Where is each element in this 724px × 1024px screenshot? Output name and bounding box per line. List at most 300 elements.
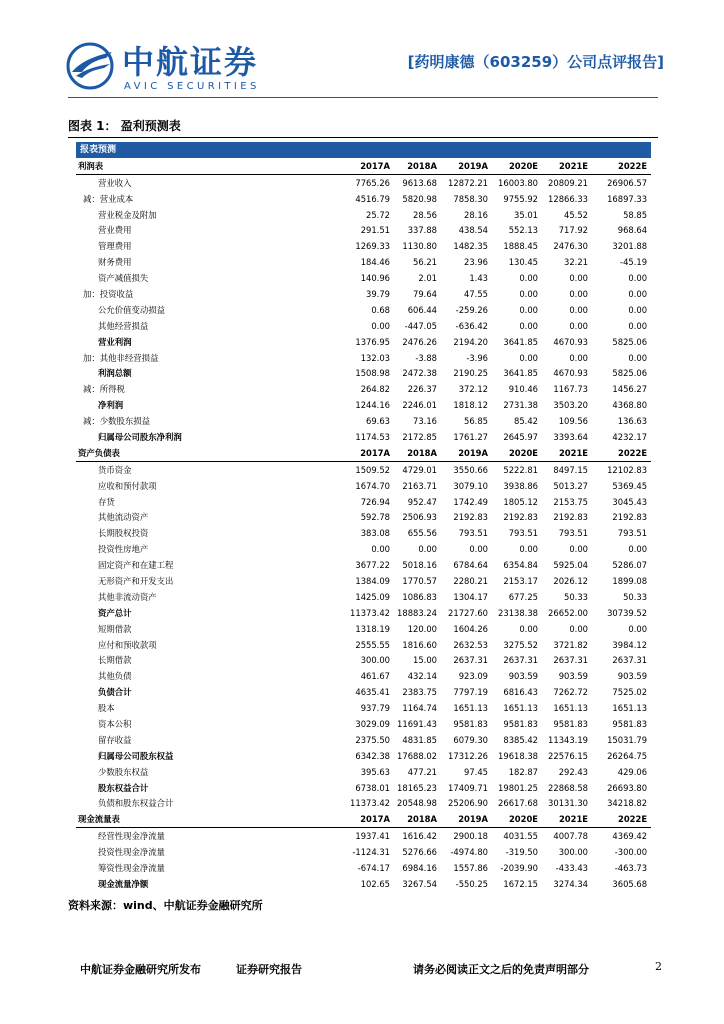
row-value: 6354.84 (503, 560, 538, 571)
table-band-title: 报表预测 (76, 142, 651, 158)
section-title: 资产负债表 (76, 445, 342, 461)
row-value: 432.14 (407, 671, 437, 682)
row-label: 营业费用 (98, 225, 132, 236)
row-value: 4516.79 (355, 193, 390, 204)
row-value: 12866.33 (548, 193, 588, 204)
row-label: 资产减值损失 (98, 273, 149, 284)
row-value: 6784.64 (453, 560, 488, 571)
row-value: 35.01 (514, 209, 538, 220)
year-header: 2018A (394, 158, 441, 174)
row-value: 5222.81 (503, 464, 538, 475)
row-value: 3201.88 (612, 241, 648, 252)
table-row (76, 700, 651, 716)
row-value: 5925.04 (553, 560, 588, 571)
table-row (76, 509, 651, 525)
row-value: 2.01 (418, 273, 437, 284)
row-value: -3.88 (415, 352, 437, 363)
row-value: 7262.72 (553, 687, 588, 698)
row-value: 1244.16 (355, 400, 390, 411)
table-row (76, 350, 651, 366)
table-row (76, 796, 651, 812)
row-value: 2192.83 (612, 512, 648, 523)
row-value: 300.00 (558, 847, 588, 858)
row-value: 3605.68 (612, 878, 648, 889)
row-label: 减：营业成本 (83, 193, 134, 204)
row-value: 2153.17 (503, 575, 538, 586)
row-value: 0.00 (469, 544, 488, 555)
row-value: 7858.30 (453, 193, 488, 204)
table-row (76, 286, 651, 302)
row-value: 5013.27 (553, 480, 588, 491)
row-value: 136.63 (617, 416, 648, 427)
row-value: 5018.16 (402, 560, 437, 571)
row-value: 477.21 (407, 766, 437, 777)
row-value: 8385.42 (503, 734, 538, 745)
row-value: 109.56 (558, 416, 588, 427)
row-value: 717.92 (558, 225, 588, 236)
row-value: 50.33 (564, 591, 588, 602)
table-row (76, 461, 651, 477)
row-value: 23138.38 (498, 607, 538, 618)
row-value: 45.52 (564, 209, 588, 220)
table-row (76, 207, 651, 223)
row-value: 0.00 (628, 544, 648, 555)
section-header-balance (76, 445, 651, 461)
row-value: 11373.42 (350, 607, 390, 618)
row-value: 25206.90 (448, 798, 488, 809)
row-value: 0.00 (569, 623, 588, 634)
table-row (76, 557, 651, 573)
table-row (76, 653, 651, 669)
row-value: 793.51 (558, 528, 588, 539)
row-value: 32.21 (564, 257, 588, 268)
row-value: -674.17 (357, 863, 390, 874)
row-value: 438.54 (458, 225, 488, 236)
row-value: 0.00 (569, 320, 588, 331)
row-value: 2383.75 (402, 687, 437, 698)
row-value: 2632.53 (453, 639, 488, 650)
row-value: 69.63 (366, 416, 390, 427)
row-value: 2153.75 (553, 496, 588, 507)
row-value: 1816.60 (402, 639, 437, 650)
row-value: 56.85 (464, 416, 488, 427)
row-value: 11343.19 (548, 734, 588, 745)
row-label: 利润总额 (98, 368, 132, 379)
row-label: 减：少数股东损益 (83, 416, 150, 427)
year-header: 2018A (394, 811, 441, 827)
row-value: 0.00 (569, 273, 588, 284)
row-value: 2192.83 (453, 512, 488, 523)
row-value: 6342.38 (355, 750, 390, 761)
row-label: 留存收益 (98, 734, 132, 745)
section-title: 现金流量表 (76, 811, 342, 827)
row-value: -3.96 (466, 352, 488, 363)
row-value: 1167.73 (553, 384, 588, 395)
row-value: 2637.31 (612, 655, 648, 666)
row-value: 3079.10 (453, 480, 488, 491)
row-value: 15.00 (413, 655, 437, 666)
row-value: 461.67 (360, 671, 390, 682)
table-row (76, 222, 651, 238)
footer-report-type: 证券研究报告 (236, 963, 302, 976)
row-label: 应付和预收款项 (98, 639, 157, 650)
row-value: 58.85 (623, 209, 648, 220)
row-value: 3641.85 (503, 336, 538, 347)
row-value: 2731.38 (503, 400, 538, 411)
row-value: 264.82 (360, 384, 390, 395)
row-value: 292.43 (558, 766, 588, 777)
row-value: 1482.35 (453, 241, 488, 252)
row-value: 97.45 (464, 766, 488, 777)
row-value: 0.68 (371, 304, 390, 315)
row-value: 1674.70 (355, 480, 390, 491)
table-row (76, 318, 651, 334)
row-value: 16003.80 (498, 177, 538, 188)
row-label: 长期借款 (98, 655, 132, 666)
row-label: 存货 (98, 496, 115, 507)
row-value: 47.55 (464, 288, 488, 299)
row-value: 1761.27 (453, 431, 488, 442)
row-value: 11691.43 (397, 719, 437, 729)
row-value: 2280.21 (453, 575, 488, 586)
table-row (76, 876, 651, 892)
row-value: 300.00 (360, 655, 390, 666)
row-label: 营业收入 (98, 177, 132, 188)
row-value: 28.16 (464, 209, 488, 220)
row-value: 0.00 (519, 304, 538, 315)
row-value: 4831.85 (402, 734, 437, 745)
row-value: 1937.41 (355, 831, 390, 842)
table-row (76, 494, 651, 510)
table-row (76, 589, 651, 605)
row-label: 资产总计 (98, 607, 132, 618)
row-value: 793.51 (458, 528, 488, 539)
row-value: -636.42 (455, 320, 488, 331)
row-value: 1318.19 (355, 623, 390, 634)
source-note: 资料来源：wind、中航证券金融研究所 (68, 899, 263, 912)
year-header: 2022E (592, 811, 651, 827)
row-value: 1818.12 (453, 400, 488, 411)
page-header (0, 0, 724, 100)
row-value: 2190.25 (453, 368, 488, 379)
row-label: 经营性现金净流量 (98, 831, 165, 842)
row-value: 3677.22 (355, 560, 390, 571)
row-value: 7765.26 (355, 177, 390, 188)
row-value: 2637.31 (503, 655, 538, 666)
row-value: 15031.79 (607, 734, 648, 745)
year-header: 2017A (342, 158, 394, 174)
row-value: 130.45 (508, 257, 538, 268)
row-value: 6738.01 (355, 782, 390, 793)
row-value: 2246.01 (402, 400, 437, 411)
row-value: -1124.31 (352, 847, 390, 858)
row-value: 903.59 (617, 671, 648, 682)
row-value: 1456.27 (612, 384, 648, 395)
row-value: 0.00 (569, 544, 588, 555)
row-value: 0.00 (628, 288, 648, 299)
row-value: 2192.83 (553, 512, 588, 523)
row-label: 归属母公司股东净利润 (98, 431, 182, 442)
row-value: 12102.83 (607, 464, 648, 475)
row-value: 4232.17 (612, 431, 648, 442)
row-value: 4729.01 (402, 464, 437, 475)
row-value: 22868.58 (548, 782, 588, 793)
year-header: 2019A (441, 811, 492, 827)
row-value: 1304.17 (453, 591, 488, 602)
row-value: 4635.41 (355, 687, 390, 698)
table-row (76, 621, 651, 637)
row-value: 4670.93 (553, 336, 588, 347)
page-number: 2 (655, 960, 662, 973)
row-value: 337.88 (407, 225, 437, 236)
table-row (76, 605, 651, 621)
table-row (76, 684, 651, 700)
row-value: 184.46 (360, 257, 390, 268)
header-divider (68, 97, 658, 98)
row-value: -45.19 (620, 257, 648, 268)
row-label: 加：其他非经营损益 (83, 352, 159, 363)
figure-divider (68, 137, 658, 138)
row-value: 4007.78 (553, 831, 588, 842)
row-label: 货币资金 (98, 464, 132, 475)
row-value: 2637.31 (553, 655, 588, 666)
row-value: 1086.83 (402, 591, 437, 602)
row-value: 132.03 (360, 352, 390, 363)
table-row (76, 860, 651, 876)
row-value: 11373.42 (350, 798, 390, 809)
row-value: 1425.09 (355, 591, 390, 602)
year-header: 2017A (342, 811, 394, 827)
row-value: 2472.38 (402, 368, 437, 379)
row-value: 2637.31 (453, 655, 488, 666)
table-row (76, 191, 651, 207)
row-label: 无形资产和开发支出 (98, 575, 174, 586)
row-value: 21727.60 (448, 607, 488, 618)
row-value: -259.26 (455, 304, 488, 315)
row-value: 17312.26 (448, 750, 488, 761)
year-header: 2022E (592, 158, 651, 174)
row-value: 1888.45 (503, 241, 538, 252)
table-row (76, 270, 651, 286)
year-header: 2018A (394, 445, 441, 461)
row-value: 1805.12 (503, 496, 538, 507)
row-value: 3275.52 (503, 639, 538, 650)
row-value: 20809.21 (548, 177, 588, 188)
row-label: 其他流动资产 (98, 512, 149, 523)
row-value: 0.00 (519, 352, 538, 363)
row-value: 0.00 (628, 623, 648, 634)
table-row (76, 541, 651, 557)
row-value: 2192.83 (503, 512, 538, 523)
row-value: 677.25 (508, 591, 538, 602)
row-value: 30131.30 (548, 798, 588, 809)
row-label: 管理费用 (98, 241, 132, 252)
row-value: 1.43 (469, 273, 488, 284)
row-value: -447.05 (404, 320, 437, 331)
row-value: 6816.43 (503, 687, 538, 698)
table-row (76, 637, 651, 653)
row-value: 0.00 (519, 544, 538, 555)
row-value: 937.79 (360, 703, 390, 714)
row-value: 1651.13 (453, 703, 488, 714)
row-value: 17688.02 (397, 750, 437, 761)
row-value: 910.46 (508, 384, 538, 395)
row-label: 归属母公司股东权益 (98, 750, 174, 761)
row-value: 2375.50 (355, 734, 390, 745)
table-row (76, 716, 651, 732)
table-row (76, 413, 651, 429)
row-value: 34218.82 (607, 798, 648, 809)
row-value: 5825.06 (612, 336, 648, 347)
row-value: 6079.30 (453, 734, 488, 745)
table-row (76, 397, 651, 413)
year-header: 2021E (542, 445, 592, 461)
year-header: 2020E (492, 445, 542, 461)
row-label: 其他经营损益 (98, 320, 149, 331)
year-header: 2020E (492, 811, 542, 827)
row-value: 395.63 (360, 766, 390, 777)
table-row (76, 764, 651, 780)
row-value: 3393.64 (553, 431, 588, 442)
row-value: 2476.30 (553, 241, 588, 252)
row-value: 1508.98 (355, 368, 390, 379)
row-value: 2506.93 (402, 512, 437, 523)
row-value: 85.42 (514, 416, 538, 427)
row-value: 26264.75 (607, 750, 648, 761)
row-value: 39.79 (366, 288, 390, 299)
row-value: 923.09 (458, 671, 488, 682)
row-value: 793.51 (508, 528, 538, 539)
row-label: 股本 (98, 703, 115, 714)
row-label: 负债合计 (98, 687, 132, 698)
row-value: 5369.45 (612, 480, 648, 491)
year-header: 2021E (542, 158, 592, 174)
row-label: 少数股东权益 (98, 766, 149, 777)
table-row (76, 238, 651, 254)
table-row (76, 828, 651, 844)
row-value: 1672.15 (503, 878, 538, 889)
row-value: 5286.07 (612, 560, 648, 571)
footer-publisher: 中航证券金融研究所发布 (80, 963, 201, 976)
row-value: 0.00 (628, 320, 648, 331)
table-row (76, 573, 651, 589)
row-label: 营业利润 (98, 336, 132, 347)
row-value: 1616.42 (402, 831, 437, 842)
row-value: 120.00 (407, 623, 437, 634)
row-value: 2900.18 (453, 831, 488, 842)
row-value: 1509.52 (355, 464, 390, 475)
table-row (76, 748, 651, 764)
row-value: 968.64 (617, 225, 648, 236)
row-value: 606.44 (407, 304, 437, 315)
section-title: 利润表 (76, 158, 342, 174)
row-value: 3029.09 (355, 719, 390, 729)
row-label: 固定资产和在建工程 (98, 560, 174, 571)
row-value: 3503.20 (553, 400, 588, 411)
row-value: 4369.42 (612, 831, 648, 842)
row-value: 0.00 (628, 273, 648, 284)
row-value: 2163.71 (402, 480, 437, 491)
row-value: 3045.43 (612, 496, 648, 507)
row-label: 短期借款 (98, 623, 132, 634)
row-value: 18883.24 (397, 607, 437, 618)
earnings-forecast-table (76, 142, 651, 892)
table-row (76, 780, 651, 796)
row-value: 1164.74 (402, 703, 437, 714)
row-label: 负债和股东权益合计 (98, 798, 174, 809)
table-row (76, 365, 651, 381)
row-value: 0.00 (371, 320, 390, 331)
row-value: 726.94 (360, 496, 390, 507)
row-value: 9581.83 (503, 719, 538, 729)
row-value: 3274.34 (553, 878, 588, 889)
row-value: 9581.83 (453, 719, 488, 729)
year-header: 2019A (441, 158, 492, 174)
row-value: 50.33 (623, 591, 648, 602)
table-row (76, 302, 651, 318)
table-row (76, 525, 651, 541)
table-row (76, 478, 651, 494)
row-value: 56.21 (413, 257, 437, 268)
row-value: 4031.55 (503, 831, 538, 842)
table-row (76, 668, 651, 684)
row-value: 26693.80 (607, 782, 648, 793)
row-value: 3641.85 (503, 368, 538, 379)
row-value: 903.59 (508, 671, 538, 682)
row-value: -4974.80 (450, 847, 488, 858)
row-value: 0.00 (519, 320, 538, 331)
brand-name: 中航证券 (122, 43, 259, 81)
footer-disclaimer: 请务必阅读正文之后的免责声明部分 (413, 963, 589, 976)
row-value: 7525.02 (612, 687, 648, 698)
row-value: 3267.54 (402, 878, 437, 889)
row-label: 投资性房地产 (98, 544, 149, 555)
row-value: 7797.19 (453, 687, 488, 698)
row-value: 0.00 (519, 273, 538, 284)
row-value: -300.00 (614, 847, 648, 858)
year-header: 2017A (342, 445, 394, 461)
row-value: 19618.38 (498, 750, 538, 761)
row-value: 1899.08 (612, 575, 648, 586)
row-value: 6984.16 (402, 863, 437, 874)
avic-logo-icon (66, 42, 114, 90)
row-value: -550.25 (455, 878, 488, 889)
row-value: 18165.23 (397, 782, 437, 793)
row-value: 1770.57 (402, 575, 437, 586)
row-value: 1384.09 (355, 575, 390, 586)
table-row (76, 334, 651, 350)
figure-title: 图表 1： 盈利预测表 (68, 119, 181, 133)
report-title: [药明康德（603259）公司点评报告] (407, 53, 664, 71)
row-value: -433.43 (555, 863, 588, 874)
row-value: 9581.83 (553, 719, 588, 729)
row-value: 26617.68 (498, 798, 538, 809)
row-value: 2194.20 (453, 336, 488, 347)
year-header: 2022E (592, 445, 651, 461)
row-label: 减：所得税 (83, 384, 125, 395)
brand-name-en: AVIC SECURITIES (124, 81, 260, 92)
row-value: 0.00 (628, 304, 648, 315)
row-value: 3721.82 (553, 639, 588, 650)
row-value: 1174.53 (355, 431, 390, 442)
row-value: 17409.71 (448, 782, 488, 793)
row-value: 0.00 (519, 288, 538, 299)
row-label: 现金流量净额 (98, 878, 149, 889)
row-value: 182.87 (508, 766, 538, 777)
row-label: 净利润 (98, 400, 124, 411)
row-value: 5276.66 (402, 847, 437, 858)
row-value: 0.00 (569, 352, 588, 363)
